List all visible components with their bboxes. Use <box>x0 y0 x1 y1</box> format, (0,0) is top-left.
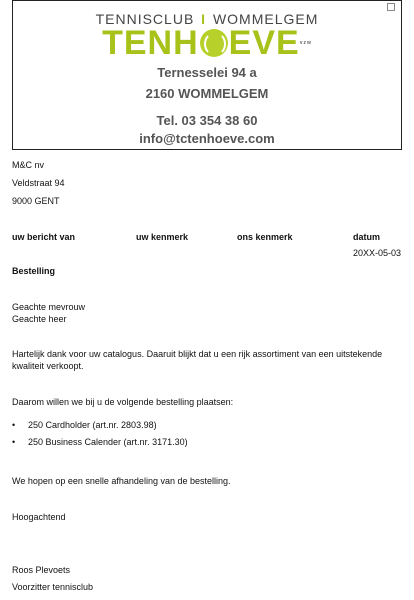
ref-header-datum: datum <box>353 232 380 242</box>
tennis-ball-icon <box>200 29 228 57</box>
closing-phrase: Hoogachtend <box>12 512 66 522</box>
salutation-line-1: Geachte mevrouw <box>12 302 86 312</box>
paragraph-order-intro: Daarom willen we bij u de volgende bestelling plaatsen: <box>12 397 234 407</box>
signature-title: Voorzitter tennisclub <box>12 582 94 592</box>
order-list <box>12 419 188 453</box>
club-name-separator: I <box>201 11 207 27</box>
salutation-line-2: Geachte heer <box>12 314 67 324</box>
ref-header-uw-bericht: uw bericht van <box>12 232 76 242</box>
address-city: 2160 WOMMELGEM <box>145 86 269 101</box>
phone-number: Tel. 03 354 38 60 <box>156 113 258 128</box>
logo-tm: vzw <box>299 40 312 46</box>
signature-name: Roos Plevoets <box>12 565 71 575</box>
ref-header-uw-kenmerk: uw kenmerk <box>136 232 189 242</box>
recipient-name: M&C nv <box>12 160 45 170</box>
email-address: info@tctenhoeve.com <box>139 131 275 146</box>
logo-text-end: EVE <box>228 24 300 62</box>
paragraph-closing-wish: We hopen op een snelle afhandeling van de bestelling. <box>12 476 231 486</box>
recipient-street: Veldstraat 94 <box>12 178 65 188</box>
club-name-right: WOMMELGEM <box>212 11 319 27</box>
recipient-city: 9000 GENT <box>12 196 60 206</box>
subject-line: Bestelling <box>12 266 56 276</box>
logo-text-start: TENH <box>102 24 199 62</box>
corner-mark <box>387 3 395 11</box>
ref-header-ons-kenmerk: ons kenmerk <box>237 232 293 242</box>
address-street: Ternesselei 94 a <box>157 65 257 80</box>
club-logo <box>13 23 401 63</box>
order-item: • 250 Cardholder (art.nr. 2803.98) <box>12 419 188 436</box>
letterhead <box>12 0 402 150</box>
club-name-left: TENNISCLUB <box>95 11 195 27</box>
paragraph-thanks: Hartelijk dank voor uw catalogus. Daaruit blijkt dat u een rijk assortiment van een uitstekende kwaliteit verkoopt. <box>12 349 383 371</box>
order-item: • 250 Business Calender (art.nr. 3171.30) <box>12 436 188 453</box>
letter-date: 20XX-05-03 <box>353 248 402 258</box>
